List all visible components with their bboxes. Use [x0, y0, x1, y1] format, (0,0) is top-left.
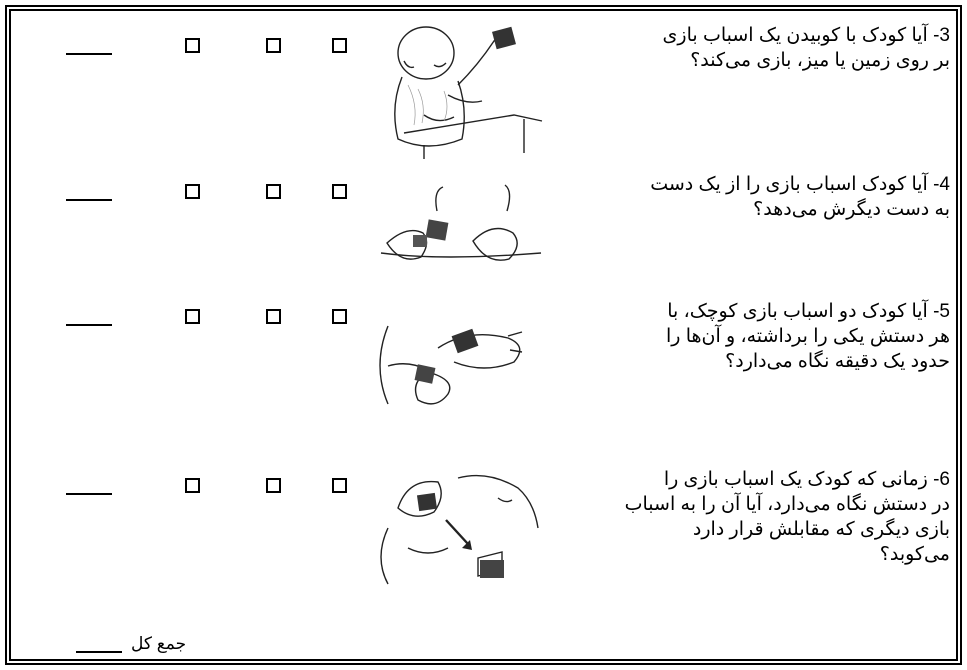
question-5-line-1: 5- آیا کودک دو اسباب بازی کوچک، با — [667, 301, 950, 322]
total-score-line — [76, 651, 122, 653]
score-line-q4 — [66, 199, 112, 201]
question-text-5 — [570, 299, 950, 374]
response-checkbox-q6-2[interactable] — [266, 478, 281, 493]
hands-holding-two-blocks-illustration — [368, 306, 548, 411]
response-checkbox-q3-2[interactable] — [266, 38, 281, 53]
total-row — [11, 616, 956, 664]
response-checkbox-q6-3[interactable] — [185, 478, 200, 493]
score-line-q3 — [66, 53, 112, 55]
question-6-line-4: می‌کوبد؟ — [879, 544, 950, 565]
question-4-line-1: 4- آیا کودک اسباب بازی را از یک دست — [650, 174, 950, 195]
response-checkbox-q4-1[interactable] — [332, 184, 347, 199]
response-checkbox-q4-2[interactable] — [266, 184, 281, 199]
hands-passing-block-illustration — [377, 181, 547, 271]
question-4-line-2: به دست دیگرش می‌دهد؟ — [753, 199, 950, 220]
question-row-5 — [11, 286, 956, 456]
baby-banging-toy-illustration — [384, 15, 544, 160]
question-row-6 — [11, 456, 956, 616]
question-6-line-1: 6- زمانی که کودک یک اسباب بازی را — [663, 469, 950, 490]
question-row-4 — [11, 161, 956, 286]
questionnaire-frame — [5, 5, 962, 665]
question-text-3 — [570, 23, 950, 73]
score-line-q6 — [66, 493, 112, 495]
response-checkbox-q4-3[interactable] — [185, 184, 200, 199]
response-checkbox-q5-1[interactable] — [332, 309, 347, 324]
question-6-line-3: بازی دیگری که مقابلش قرار دارد — [692, 519, 950, 540]
score-line-q5 — [66, 324, 112, 326]
question-3-line-1: 3- آیا کودک با کوبیدن یک اسباب بازی — [662, 25, 950, 46]
response-checkbox-q5-3[interactable] — [185, 309, 200, 324]
question-text-6 — [565, 467, 950, 567]
response-checkbox-q5-2[interactable] — [266, 309, 281, 324]
response-checkbox-q6-1[interactable] — [332, 478, 347, 493]
question-row-3 — [11, 11, 956, 161]
question-3-line-2: بر روی زمین یا میز، بازی می‌کند؟ — [690, 50, 950, 71]
baby-striking-block-illustration — [368, 468, 548, 588]
question-5-line-2: هر دستش یکی را برداشته، و آن‌ها را — [665, 326, 950, 347]
question-5-line-3: حدود یک دقیقه نگاه می‌دارد؟ — [725, 351, 950, 372]
total-label: جمع کل — [131, 634, 187, 653]
response-checkbox-q3-1[interactable] — [332, 38, 347, 53]
question-text-4 — [560, 172, 950, 222]
response-checkbox-q3-3[interactable] — [185, 38, 200, 53]
question-6-line-2: در دستش نگاه می‌دارد، آیا آن را به اسباب — [624, 494, 950, 515]
